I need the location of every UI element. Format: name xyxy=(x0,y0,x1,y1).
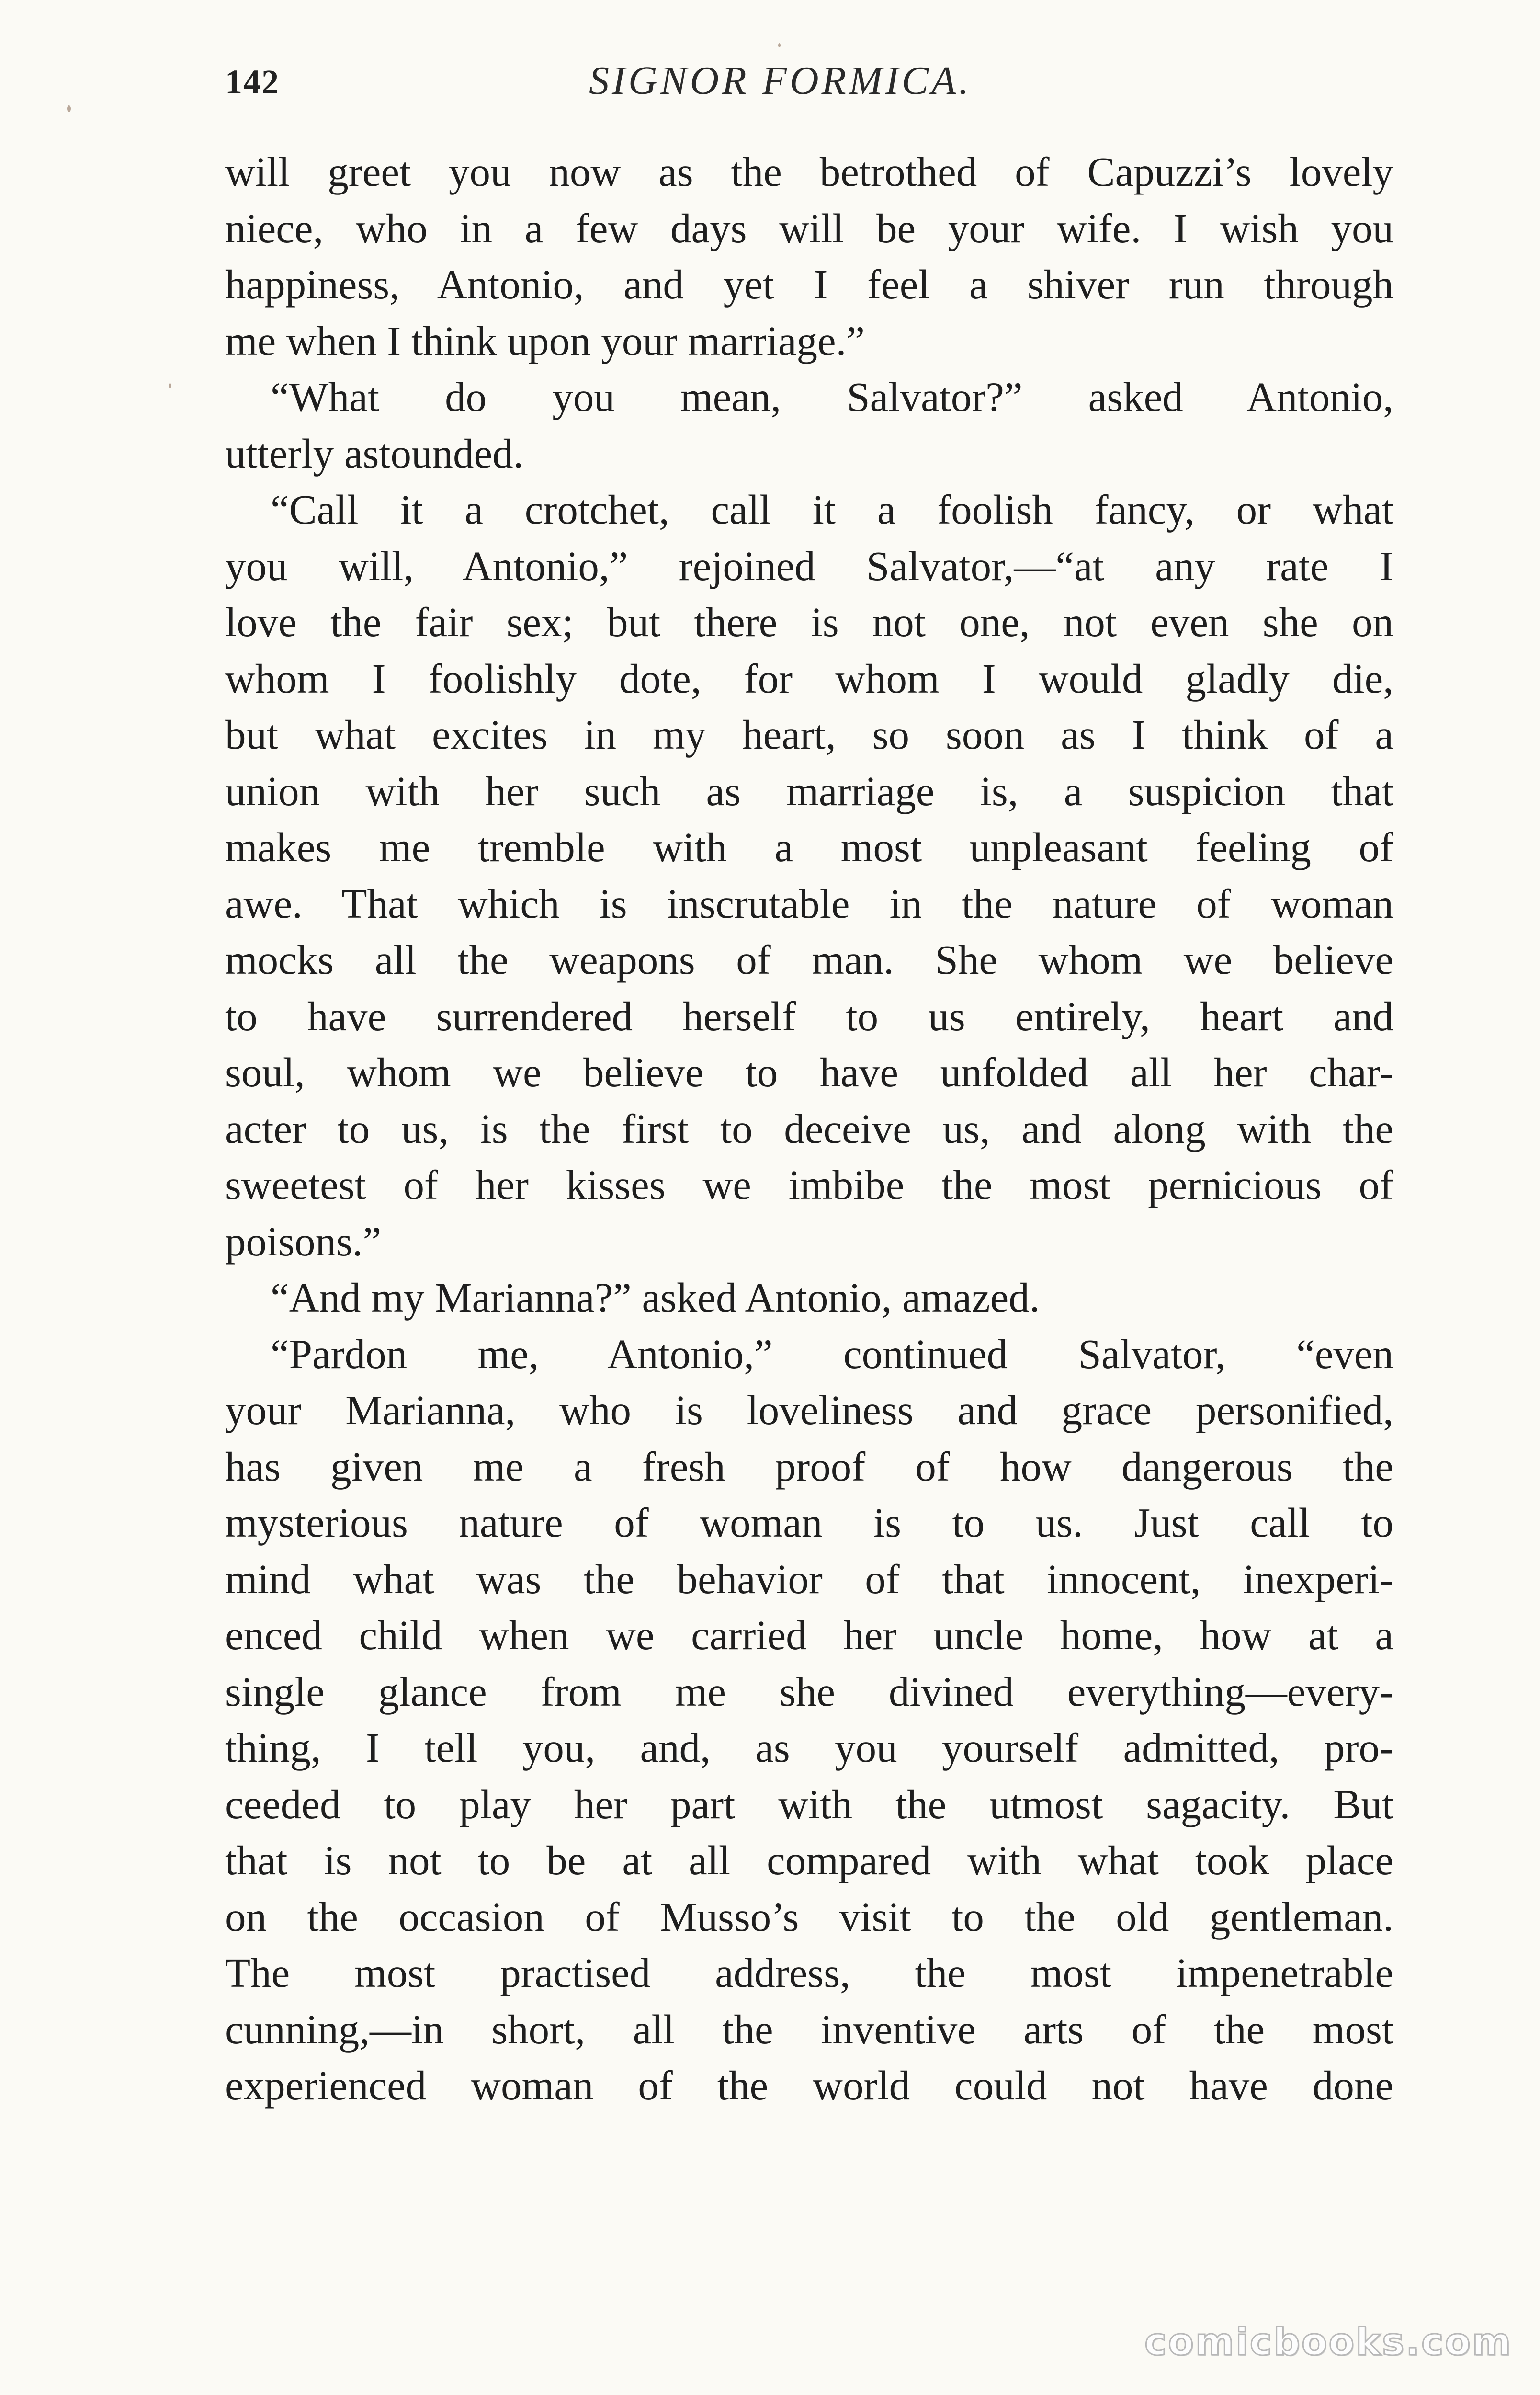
text-line: cunning,—in short, all the inventive arts of the most xyxy=(225,2006,1393,2053)
text-line: acter to us, is the first to deceive us, and along with the xyxy=(225,1105,1393,1152)
text-line: enced child when we carried her uncle home, how at a xyxy=(225,1612,1393,1658)
paper-speck xyxy=(778,43,781,47)
text-line: to have surrendered herself to us entirely, heart and xyxy=(225,992,1393,1039)
text-line: union with her such as marriage is, a suspicion that xyxy=(225,767,1393,814)
text-line: ceeded to play her part with the utmost sagacity. But xyxy=(225,1780,1393,1827)
text-line: whom I foolishly dote, for whom I would gladly die, xyxy=(225,655,1393,702)
text-line: niece, who in a few days will be your wife. I wish you xyxy=(225,205,1393,251)
text-line: your Marianna, who is loveliness and grace personified, xyxy=(225,1387,1393,1433)
text-line: thing, I tell you, and, as you yourself admitted, pro- xyxy=(225,1724,1393,1771)
running-title: SIGNOR FORMICA. xyxy=(589,58,972,103)
text-line: utterly astounded. xyxy=(225,430,524,477)
text-line: mocks all the weapons of man. She whom we believe xyxy=(225,936,1393,983)
text-line: makes me tremble with a most unpleasant feeling of xyxy=(225,824,1393,870)
text-line: experienced woman of the world could not have done xyxy=(225,2062,1393,2109)
text-line: that is not to be at all compared with what took place xyxy=(225,1837,1393,1883)
text-line: poisons.” xyxy=(225,1218,382,1265)
text-line: you will, Antonio,” rejoined Salvator,—“at any rate I xyxy=(225,542,1393,589)
paper-speck xyxy=(67,105,71,112)
paper-speck xyxy=(169,383,171,388)
page-number: 142 xyxy=(225,63,280,101)
text-line: “And my Marianna?” asked Antonio, amazed. xyxy=(271,1274,1040,1321)
text-line: “What do you mean, Salvator?” asked Antonio, xyxy=(271,374,1393,420)
text-line: soul, whom we believe to have unfolded all her char- xyxy=(225,1049,1393,1095)
body-text xyxy=(225,144,1393,2114)
text-line: will greet you now as the betrothed of Capuzzi’s lovely xyxy=(225,148,1393,195)
text-line: but what excites in my heart, so soon as I think of a xyxy=(225,711,1393,758)
text-line: me when I think upon your marriage.” xyxy=(225,317,865,364)
text-line: happiness, Antonio, and yet I feel a shiver run through xyxy=(225,261,1393,308)
watermark: comicbooks.com xyxy=(1144,2321,1513,2364)
text-line: on the occasion of Musso’s visit to the old gentleman. xyxy=(225,1893,1393,1940)
text-line: “Pardon me, Antonio,” continued Salvator, “even xyxy=(271,1330,1393,1377)
text-line: “Call it a crotchet, call it a foolish fancy, or what xyxy=(271,486,1393,533)
text-line: mind what was the behavior of that innocent, inexperi- xyxy=(225,1555,1393,1602)
text-line: sweetest of her kisses we imbibe the most pernicious of xyxy=(225,1162,1393,1208)
text-line: awe. That which is inscrutable in the nature of woman xyxy=(225,880,1393,927)
text-line: single glance from me she divined everything—every- xyxy=(225,1668,1393,1715)
text-line: The most practised address, the most impenetrable xyxy=(225,1950,1393,1996)
text-line: has given me a fresh proof of how dangerous the xyxy=(225,1443,1393,1490)
text-line: mysterious nature of woman is to us. Just call to xyxy=(225,1499,1393,1546)
text-line: love the fair sex; but there is not one, not even she on xyxy=(225,599,1393,645)
running-head xyxy=(225,57,1393,115)
